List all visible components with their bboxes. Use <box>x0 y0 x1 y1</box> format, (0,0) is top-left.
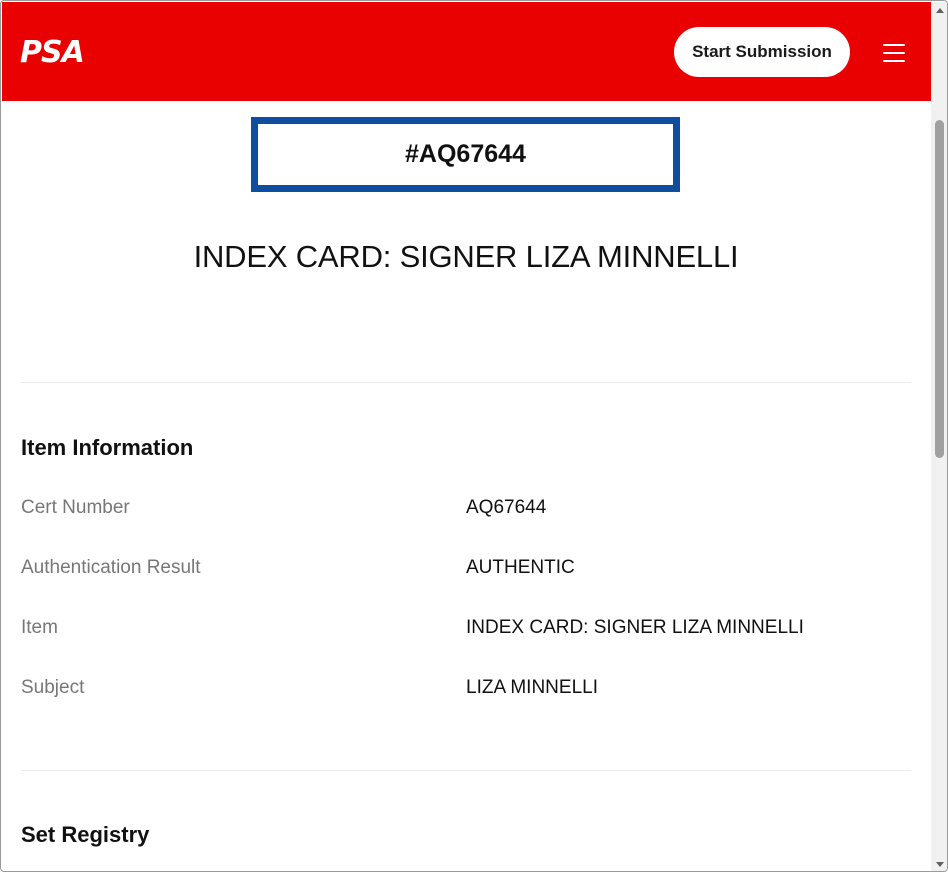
divider <box>21 382 911 383</box>
menu-line <box>883 44 905 46</box>
scroll-down-arrow-icon[interactable] <box>931 858 948 870</box>
site-header <box>2 2 931 101</box>
scrollbar-thumb[interactable] <box>935 120 944 458</box>
scroll-up-arrow-icon[interactable] <box>931 4 948 16</box>
authentication-result-label: Authentication Result <box>21 557 201 578</box>
divider <box>21 770 911 771</box>
cert-number-value: AQ67644 <box>466 497 547 518</box>
menu-line <box>883 60 905 62</box>
cert-number-label: Cert Number <box>21 497 130 518</box>
set-registry-heading: Set Registry <box>21 822 150 847</box>
item-information-heading: Item Information <box>21 435 194 460</box>
subject-label: Subject <box>21 677 85 698</box>
item-label: Item <box>21 617 58 638</box>
hamburger-menu-icon[interactable] <box>881 42 907 64</box>
cert-number-box: #AQ67644 <box>251 117 680 192</box>
menu-line <box>883 52 905 54</box>
subject-value: LIZA MINNELLI <box>466 677 598 698</box>
item-value: INDEX CARD: SIGNER LIZA MINNELLI <box>466 617 804 638</box>
authentication-result-value: AUTHENTIC <box>466 557 575 578</box>
vertical-scrollbar[interactable] <box>931 2 948 872</box>
psa-logo[interactable]: PSA <box>20 34 84 70</box>
start-submission-button[interactable]: Start Submission <box>674 27 850 77</box>
item-title: INDEX CARD: SIGNER LIZA MINNELLI <box>193 239 739 274</box>
